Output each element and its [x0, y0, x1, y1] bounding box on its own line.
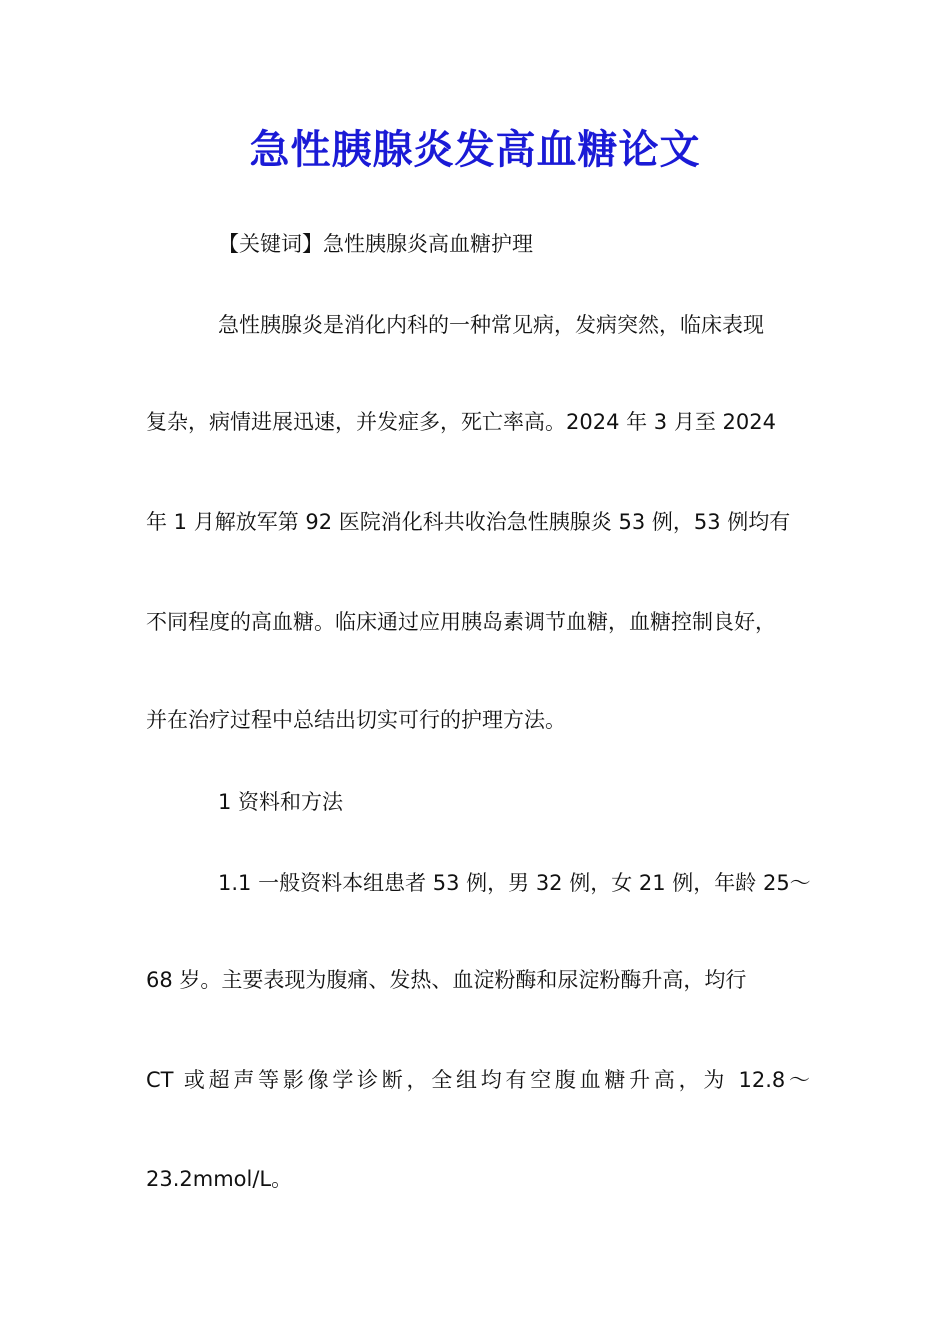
subsection-line-3: CT 或超声等影像学诊断，全组均有空腹血糖升高，为 12.8～ — [146, 1068, 810, 1092]
intro-line-1: 急性胰腺炎是消化内科的一种常见病，发病突然，临床表现 — [218, 313, 764, 337]
keywords-line: 【关键词】急性胰腺炎高血糖护理 — [218, 232, 533, 256]
intro-line-3: 年 1 月解放军第 92 医院消化科共收治急性胰腺炎 53 例，53 例均有 — [146, 510, 791, 534]
intro-line-2: 复杂，病情进展迅速，并发症多，死亡率高。2024 年 3 月至 2024 — [146, 410, 776, 434]
subsection-line-1: 1.1 一般资料本组患者 53 例，男 32 例，女 21 例，年龄 25～ — [218, 871, 811, 895]
section-heading: 1 资料和方法 — [218, 790, 344, 814]
subsection-line-2: 68 岁。主要表现为腹痛、发热、血淀粉酶和尿淀粉酶升高，均行 — [146, 968, 747, 992]
subsection-line-4: 23.2mmol/L。 — [146, 1167, 293, 1191]
document-title: 急性胰腺炎发高血糖论文 — [249, 126, 701, 173]
intro-line-4: 不同程度的高血糖。临床通过应用胰岛素调节血糖，血糖控制良好， — [146, 610, 776, 634]
intro-line-5: 并在治疗过程中总结出切实可行的护理方法。 — [146, 708, 566, 732]
